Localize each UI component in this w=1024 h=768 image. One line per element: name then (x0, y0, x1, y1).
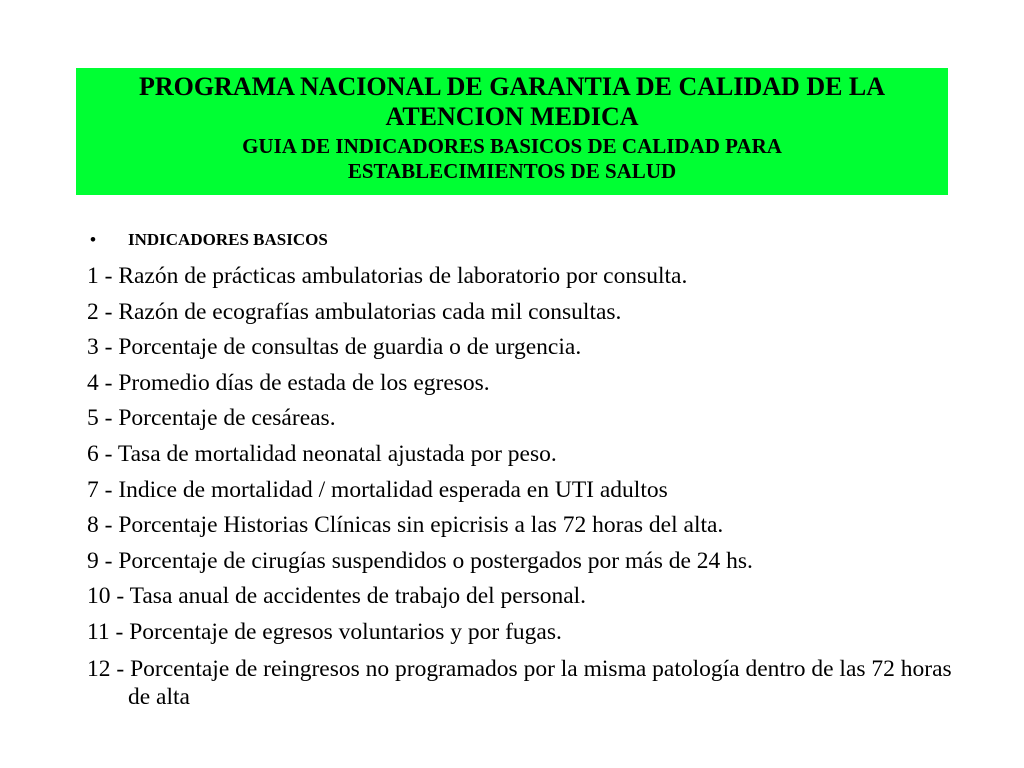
list-item: 2 - Razón de ecografías ambulatorias cada mil consultas. (87, 298, 622, 325)
list-item: 8 - Porcentaje Historias Clínicas sin epicrisis a las 72 horas del alta. (87, 512, 724, 539)
list-item: 1 - Razón de prácticas ambulatorias de laboratorio por consulta. (87, 263, 688, 289)
list-item: 5 - Porcentaje de cesáreas. (87, 405, 336, 432)
page-subtitle-line-1: GUIA DE INDICADORES BASICOS DE CALIDAD PARA (242, 134, 782, 158)
list-item: 9 - Porcentaje de cirugías suspendidos o postergados por más de 24 hs. (87, 547, 753, 574)
list-item: 11 - Porcentaje de egresos voluntarios y por fugas. (87, 618, 562, 645)
page-title-line-1: PROGRAMA NACIONAL DE GARANTIA DE CALIDAD DE LA (138, 72, 886, 101)
list-item: 10 - Tasa anual de accidentes de trabajo del personal. (87, 583, 587, 610)
section-heading: INDICADORES BASICOS (128, 230, 328, 249)
bullet-icon: • (90, 230, 96, 249)
page-subtitle-line-2: ESTABLECIMIENTOS DE SALUD (347, 159, 677, 183)
indicator-list (87, 259, 967, 711)
section-heading-row (90, 227, 328, 253)
title-banner (76, 68, 948, 195)
page-title-line-2: ATENCION MEDICA (385, 102, 639, 131)
list-item: 7 - Indice de mortalidad / mortalidad esperada en UTI adultos (87, 476, 668, 503)
list-item: 4 - Promedio días de estada de los egresos. (87, 369, 490, 396)
list-item: 3 - Porcentaje de consultas de guardia o de urgencia. (87, 334, 582, 361)
list-item: 6 - Tasa de mortalidad neonatal ajustada por peso. (87, 440, 557, 467)
list-item: 12 - Porcentaje de reingresos no programados por la misma patología dentro de las 72 horas de alta (87, 655, 952, 710)
